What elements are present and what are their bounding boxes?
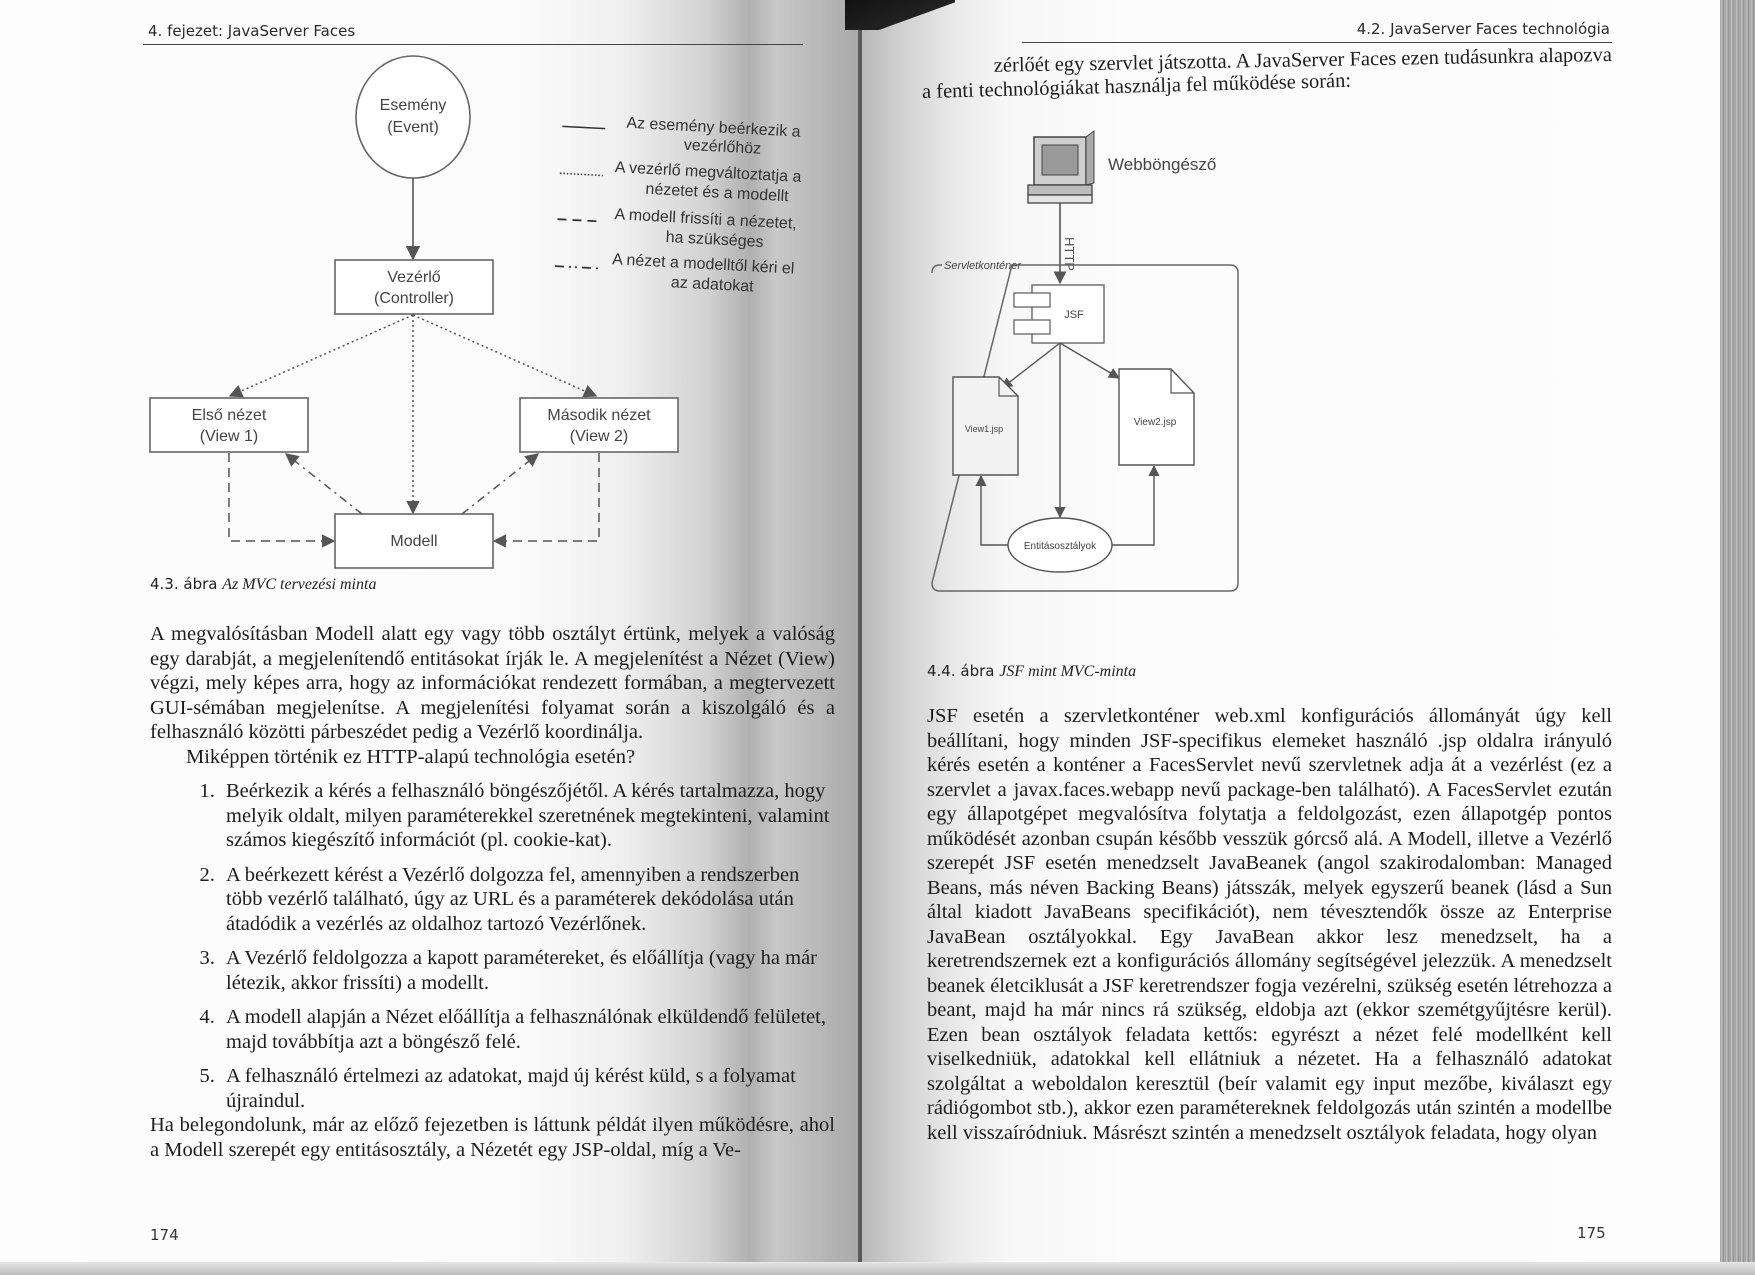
- legend-solid-line: [562, 126, 605, 128]
- book-page-edges: [1720, 0, 1755, 1275]
- view1-to-model-dashed-arrow: [229, 453, 334, 541]
- event-node: [356, 56, 470, 178]
- right-intro: [921, 43, 1613, 104]
- book-gutter-shadow: [845, 0, 955, 30]
- book-gutter: [858, 30, 862, 1275]
- left-body: [150, 622, 835, 1162]
- entities-label: Entitásosztályok: [1023, 541, 1097, 552]
- book-bottom-edge: [0, 1262, 1755, 1275]
- event-label-1: Esemény: [379, 97, 447, 114]
- view1-document-icon: [953, 377, 1018, 475]
- step-item: 1. Beérkezik a kérés a felhasználó böngészőjétől. A kérés tartalmazza, hogy melyik oldalt, milyen paraméterekkel szeretnének megtekinteni, valamint számos kiegészítő információt (pl. cookie-kat).: [220, 779, 835, 853]
- jsf-to-view1-arrow: [1002, 343, 1060, 388]
- legend-2-line2: nézetet és a modellt: [645, 180, 790, 206]
- model-to-view2-arrow: [462, 454, 538, 514]
- controller-node: [335, 260, 493, 314]
- legend-1-line2: vezérlőhöz: [683, 136, 762, 158]
- steps-list: [150, 779, 835, 1113]
- step-item: 3. A Vezérlő feldolgozza a kapott paramétereket, és előállítja (vagy ha már létezik, akkor frissíti) a modellt.: [220, 946, 835, 995]
- legend-3-line1: A modell frissíti a nézetet,: [614, 206, 798, 233]
- legend-2-line1: A vezérlő megváltoztatja a: [614, 159, 802, 186]
- legend-4-line1: A nézet a modelltől kéri el: [611, 251, 795, 278]
- jsf-to-view2-arrow: [1060, 343, 1119, 378]
- view2-label-1: Második nézet: [547, 407, 651, 424]
- controller-to-view2-arrow: [413, 315, 596, 396]
- figure-caption-4-3: [150, 575, 376, 594]
- caption-number: 4.3. ábra: [150, 575, 218, 593]
- model-node: [335, 514, 493, 568]
- paragraph-2: Miképpen történik ez HTTP-alapú technológia esetén?: [186, 745, 636, 768]
- caption-number: 4.4. ábra: [927, 662, 995, 680]
- legend-dashed-line: [557, 219, 600, 221]
- entities-to-view1-arrow: [981, 476, 1008, 545]
- header-rule-left: [143, 44, 803, 45]
- view1-label-2: (View 1): [199, 428, 259, 445]
- intro-line-2: a fenti technológiákat használja fel működése során:: [921, 69, 1352, 103]
- legend-dotted-line: [560, 173, 603, 175]
- view2-label-2: (View 2): [569, 428, 629, 445]
- legend-3-line2: ha szükséges: [665, 228, 764, 251]
- view1-node: [150, 398, 308, 452]
- jsf-component: [1014, 285, 1104, 343]
- event-label-2: (Event): [387, 119, 439, 136]
- intro-line-1: zérlőét egy szervlet játszotta. A JavaServer Faces ezen tudásunkra alapozva: [993, 43, 1613, 77]
- paragraph-1: A megvalósításban Modell alatt egy vagy több osztályt értünk, melyek a valóság egy darabját, a megjelenítendő entitásokat írják le. A megjelenítést a Nézet (View) végzi, mely képes arra, hogy az információkat rendezett formában, a megtervezett GUI-sémában megjelenítse. A megjelenítési folyamat során a kiszolgáló és a felhasználó közötti párbeszédet pedig a Vezérlő koordinálja.: [150, 623, 835, 743]
- caption-title: Az MVC tervezési minta: [222, 576, 377, 593]
- legend: [554, 111, 804, 297]
- jsf-label: JSF: [1064, 309, 1084, 321]
- running-head-right: 4.2. JavaServer Faces technológia: [1356, 20, 1610, 38]
- computer-icon: [1028, 131, 1094, 203]
- header-rule-right: [1022, 42, 1612, 43]
- step-item: 4. A modell alapján a Nézet előállítja a felhasználónak elküldendő felületet, majd továbbítja azt a böngésző felé.: [220, 1005, 835, 1054]
- paragraph-3: Ha belegondolunk, már az előző fejezetben is láttunk példát ilyen működésre, ahol a Modell szerepét egy entitásosztály, a Nézetét egy JSP-oldal, míg a Ve-: [150, 1114, 835, 1161]
- browser-label: Webböngésző: [1108, 155, 1217, 174]
- view1-jsp-label: View1.jsp: [964, 424, 1004, 434]
- jsf-diagram: [922, 125, 1262, 665]
- legend-1-line1: Az esemény beérkezik a: [625, 114, 801, 141]
- view2-node: [520, 398, 678, 452]
- entities-node: [1008, 518, 1112, 572]
- controller-label-1: Vezérlő: [387, 269, 441, 286]
- view1-label-1: Első nézet: [191, 407, 267, 424]
- page-number-right: 175: [1577, 1224, 1606, 1242]
- page-number-left: 174: [150, 1226, 179, 1244]
- running-head-left: 4. fejezet: JavaServer Faces: [148, 22, 356, 40]
- entities-to-view2-arrow: [1112, 466, 1154, 545]
- figure-caption-4-4: [927, 662, 1136, 681]
- step-item: 2. A beérkezett kérést a Vezérlő dolgozza fel, amennyiben a rendszerben több vezérlő található, úgy az URL és a paraméterek dekódolása után átadódik a vezérlés az oldalhoz tartozó Vezérlőnek.: [220, 863, 835, 937]
- mvc-diagram: [130, 50, 850, 570]
- view2-document-icon: [1119, 369, 1194, 465]
- caption-title: JSF mint MVC-minta: [999, 663, 1137, 680]
- legend-4-line2: az adatokat: [670, 274, 754, 296]
- left-page: [0, 0, 862, 1275]
- controller-to-view1-arrow: [230, 315, 413, 396]
- paragraph-jsf: JSF esetén a szervletkonténer web.xml konfigurációs állományát úgy kell beállítani, hogy minden JSF-specifikus elemeket használó .jsp oldalra irányuló kérés esetén a konténer a FacesServlet nevű szervletnek adja át a vezérlést (ez a szervlet a javax.faces.webapp nevű package-ben található). A FacesServlet ezután egy állapotgépet megvalósítva folytatja a feldolgozást, ezen állapotgép pontos működését azonban csupán később vesszük górcső alá. A Modell, illetve a Vezérlő szerepét JSF esetén menedzselt JavaBeanek (angol szakirodalomban: Managed Beans, más néven Backing Beans) játsszák, melyek egyszerű beanek (lásd a Sun által kiadott JavaBeans specifikációt), nem tévesztendők össze az Enterprise JavaBean osztályokkal. Egy JavaBean akkor lesz menedzselt, ha a keretrendszernek ezt a konfigurációs állomány segítségével jelezzük. A menedzselt beanek életciklusát a JSF keretrendszer fogja vezérelni, szükség esetén létrehozza a beant, majd ha már nincs rá szükség, eldobja azt (ekkor szemétgyűjtésre kerül). Ezen bean osztályok feladata kettős: egyrészt a nézet felé modellként kell viselkedniük, adatokkal kell ellátniuk a nézetet. Ha a felhasználó adatokat szolgáltat a weboldalon keresztül (beír valamit egy input mezőbe, kiválaszt egy rádiógombot stb.), akkor ezen paramétereknek feldolgozás után szintén a modellbe kell visszaíródniuk. Másrészt szintén a menedzselt osztályok feladata, hogy olyan: [927, 705, 1612, 1144]
- controller-label-2: (Controller): [373, 290, 455, 307]
- model-to-view1-arrow: [286, 454, 362, 514]
- http-label: HTTP: [1062, 237, 1077, 271]
- container-label: Servletkonténer: [944, 260, 1022, 272]
- right-page: [862, 0, 1755, 1275]
- right-body: [927, 704, 1612, 1145]
- model-label: Modell: [390, 533, 438, 550]
- view2-to-model-dashed-arrow: [494, 453, 599, 541]
- view2-jsp-label: View2.jsp: [1133, 417, 1177, 428]
- legend-dash-dot-line: [555, 266, 598, 268]
- step-item: 5. A felhasználó értelmezi az adatokat, majd új kérést küld, s a folyamat újraindul.: [220, 1064, 835, 1113]
